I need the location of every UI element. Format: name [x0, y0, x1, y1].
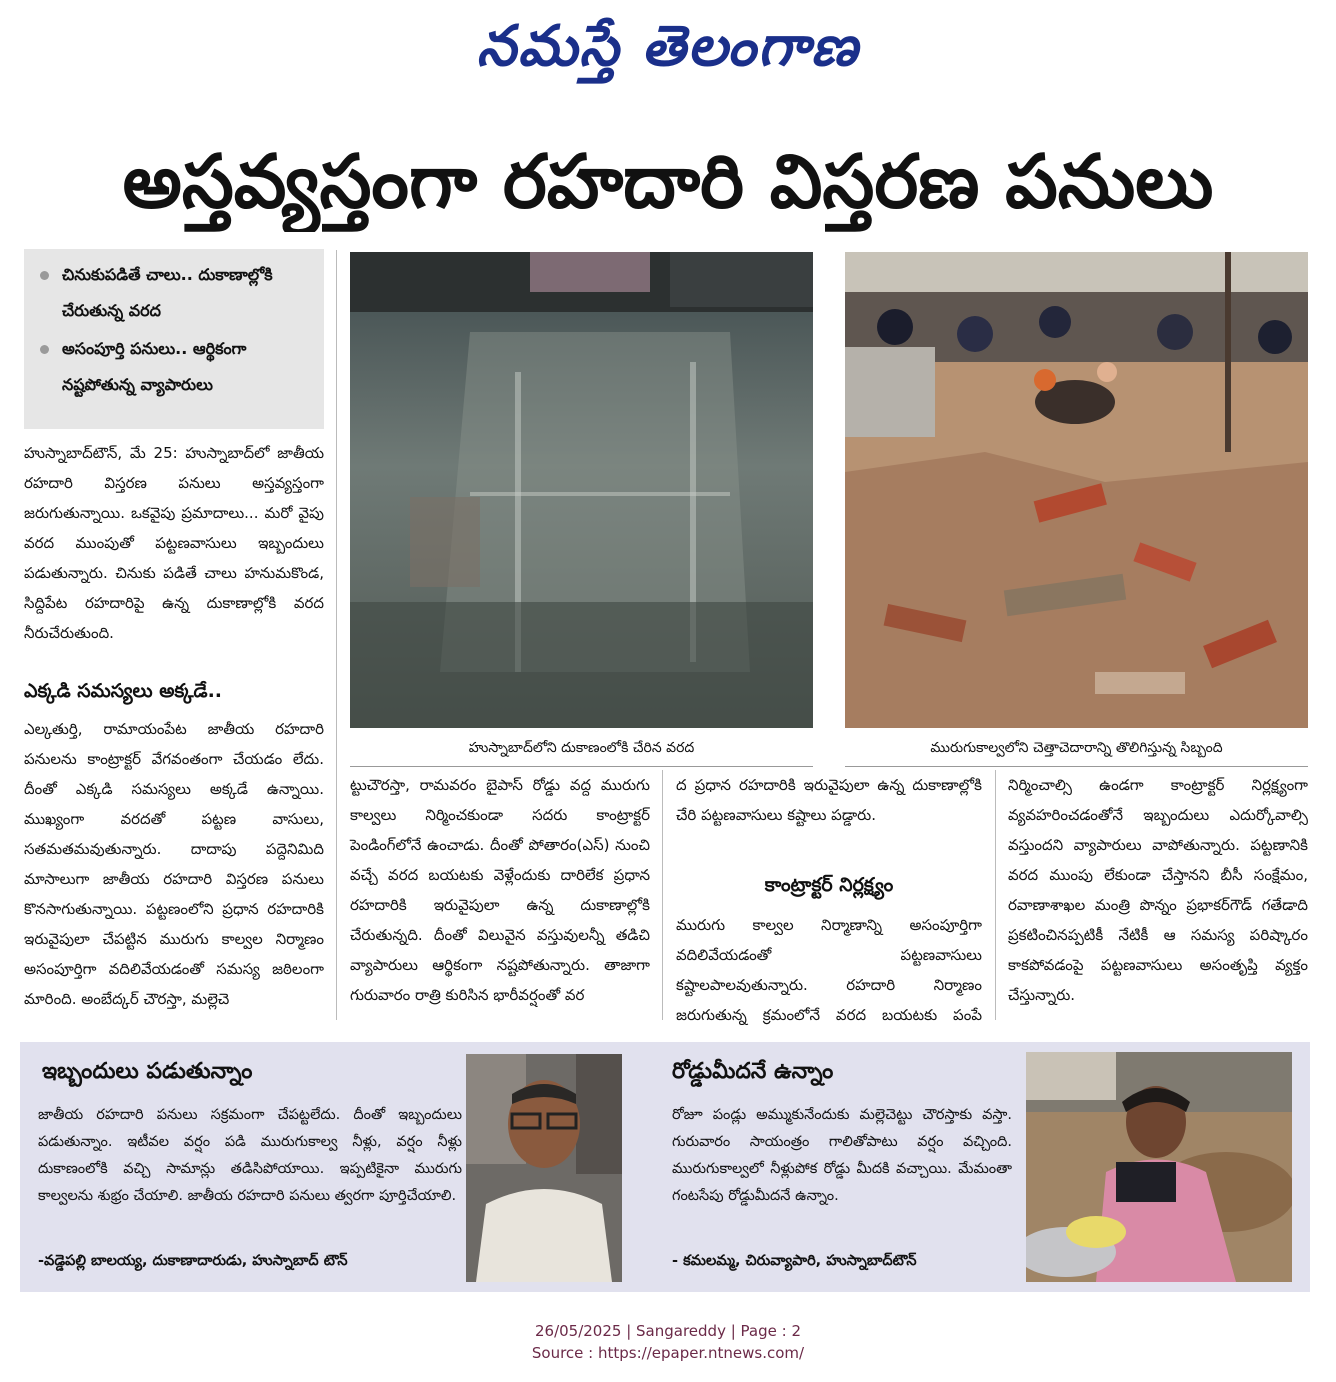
highlight-item — [36, 331, 314, 403]
photo-caption: హుస్నాబాద్‌లోని దుకాణంలోకి చేరిన వరద — [350, 730, 813, 767]
intro-paragraph: హుస్నాబాద్‌టౌన్‌, మే 25: హుస్నాబాద్‌లో జాతీయ రహదారి విస్తరణ పనులు అస్తవ్యస్తంగా జరుగుతున్నాయి. ఒకవైపు ప్రమాదాలు... మరో వైపు వరద ముంపుతో పట్టణవాసులు ఇబ్బందులు పడుతున్నారు. చినుకు పడితే చాలు హనుమకొండ, సిద్దిపేట రహదారిపై ఉన్న దుకాణాల్లోకి వరద నీరుచేరుతుంది. — [24, 444, 324, 642]
subheading-problems: ఎక్కడి సమస్యలు అక్కడే.. — [24, 680, 223, 702]
column-3-bottom — [676, 910, 982, 1060]
column-1-paragraph: ఎల్కతుర్తి, రామాయంపేట జాతీయ రహదారి పనులను కాంట్రాక్టర్‌ వేగవంతంగా చేయడం లేదు. దీంతో ఎక్కడి సమస్యలు అక్కడే ఉన్నాయి. ముఖ్యంగా వరదతో పట్టణ వాసులు, సతమతమవుతున్నారు. దాదాపు పద్దెనిమిది మాసాలుగా జాతీయ రహదారి విస్తరణ పనులు కొనసాగుతున్నాయి. పట్టణంలోని ప్రధాన రహదారికి ఇరువైపులా చేపట్టిన మురుగు కాల్వల నిర్మాణం అసంపూర్తిగా వదిలివేయడంతో సమస్య జఠిలంగా మారింది. అంబేద్కర్‌ చౌరస్తా, మల్లెచె — [24, 720, 324, 1008]
column-4-paragraph: నిర్మించాల్సి ఉండగా కాంట్రాక్టర్‌ నిర్లక్ష్యంగా వ్యవహరించడంతోనే ఇబ్బందులు ఎదుర్కోవాల్సి వస్తుందని వ్యాపారులు వాపోతున్నారు. పట్టణానికి వరద ముంపు లేకుండా చేస్తానని బీసీ సంక్షేమం, రవాణాశాఖల మంత్రి పొన్నం ప్రభాకర్‌గౌడ్‌ గతేడాది ప్రకటించినప్పటికీ నేటికీ ఆ సమస్య పరిష్కారం కాకపోవడంపై పట్టణవాసులు అసంతృప్తి వ్యక్తం చేస్తున్నారు. — [1008, 776, 1308, 1004]
footer-source-link[interactable]: Source : https://epaper.ntnews.com/ — [531, 1344, 805, 1362]
flooded-shop-photo — [350, 252, 813, 728]
quote-1-credit: -వడ్డెపల్లి బాలయ్య, దుకాణాదారుడు, హుస్నాబాద్‌ టౌన్‌ — [38, 1253, 348, 1269]
quote-1-text: జాతీయ రహదారి పనులు సక్రమంగా చేపట్టలేదు. దీంతో ఇబ్బందులు పడుతున్నాం. ఇటీవల వర్షం పడి మురుగుకాల్వ నీళ్లు, వర్షం నీళ్లు దుకాణంలోకి వచ్చి సామాన్లు తడిసిపోయాయి. ఇప్పటికైనా మురుగు కాల్వలను శుభ్రం చేయాలి. జాతీయ రహదారి పనులు త్వరగా పూర్తిచేయాలి. — [38, 1107, 462, 1204]
quotes-box — [20, 1042, 1310, 1292]
quote-2-credit: - కమలమ్మ, చిరువ్యాపారి, హుస్నాబాద్‌టౌన్‌ — [672, 1253, 917, 1269]
quote-2-title: రోడ్డుమీదనే ఉన్నాం — [672, 1059, 834, 1084]
quote-2-text: రోజూ పండ్లు అమ్ముకునేందుకు మల్లెచెట్టు చౌరస్తాకు వస్తా. గురువారం సాయంత్రం గాలితోపాటు వర్షం వచ్చింది. మురుగుకాల్వలో నీళ్లుపోక రోడ్డు మీదకి వచ్చాయి. మేమంతా గంటసేపు రోడ్డుమీదనే ఉన్నాం. — [672, 1107, 1012, 1204]
subheading-contractor: కాంట్రాక్టర్‌ నిర్లక్ష్యం — [764, 874, 894, 896]
shopkeeper-portrait — [466, 1054, 622, 1282]
article-intro — [24, 438, 324, 648]
column-divider — [662, 770, 663, 1020]
quote-1-title: ఇబ్బందులు పడుతున్నాం — [42, 1059, 253, 1084]
column-2-paragraph: ట్టుచౌరస్తా, రామవరం బైపాస్‌ రోడ్డు వద్ద మురుగు కాల్వలు నిర్మించకుండా సదరు కాంట్రాక్టర్‌ పెండింగ్‌లోనే ఉంచాడు. దీంతో పోతారం(ఎస్‌) నుంచి వచ్చే వరద బయటకు వెళ్లేందుకు దారిలేక ప్రధాన రహదారికి ఇరువైపులా ఉన్న దుకాణాల్లోకి చేరుతున్నది. దీంతో విలువైన వస్తువులన్నీ తడిచి వ్యాపారులు ఆర్థికంగా నష్టపోతున్నారు. తాజాగా గురువారం రాత్రి కురిసిన భారీవర్షంతో వర — [350, 776, 650, 1004]
column-3-top — [676, 770, 982, 830]
column-divider — [995, 770, 996, 1020]
column-2-body — [350, 770, 650, 1010]
bullet-icon — [40, 345, 49, 354]
article-headline: అస్తవ్యస్తంగా రహదారి విస్తరణ పనులు — [122, 139, 1214, 225]
footer-date-line: 26/05/2025 | Sangareddy | Page : 2 — [534, 1322, 801, 1340]
vendor-portrait — [1026, 1052, 1292, 1282]
column-divider — [336, 250, 337, 1020]
bullet-icon — [40, 271, 49, 280]
column-1-body — [24, 714, 324, 1014]
highlight-text: చినుకుపడితే చాలు.. దుకాణాల్లోకి చేరుతున్న వరద — [62, 265, 273, 320]
column-4-body — [1008, 770, 1308, 1010]
newspaper-masthead: నమస్తే తెలంగాణ — [476, 13, 860, 79]
drain-clearing-photo — [845, 252, 1308, 728]
column-3-paragraph: మురుగు కాల్వల నిర్మాణాన్ని అసంపూర్తిగా వదిలివేయడంతో పట్టణవాసులు కష్టాలపాలవుతున్నారు. రహదారి నిర్మాణం జరుగుతున్న క్రమంలోనే వరద బయటకు పంపే — [676, 916, 982, 1024]
photo-caption: మురుగుకాల్వలోని చెత్తాచెదారాన్ని తొలిగిస్తున్న సిబ్బంది — [845, 730, 1308, 767]
highlights-box — [24, 249, 324, 429]
column-3-paragraph: ద ప్రధాన రహదారికి ఇరువైపులా ఉన్న దుకాణాల్లోకి చేరి పట్టణవాసులు కష్టాలు పడ్డారు. — [676, 776, 982, 824]
highlight-item — [36, 257, 314, 329]
highlight-text: అసంపూర్తి పనులు.. ఆర్థికంగా నష్టపోతున్న వ్యాపారులు — [62, 339, 247, 394]
